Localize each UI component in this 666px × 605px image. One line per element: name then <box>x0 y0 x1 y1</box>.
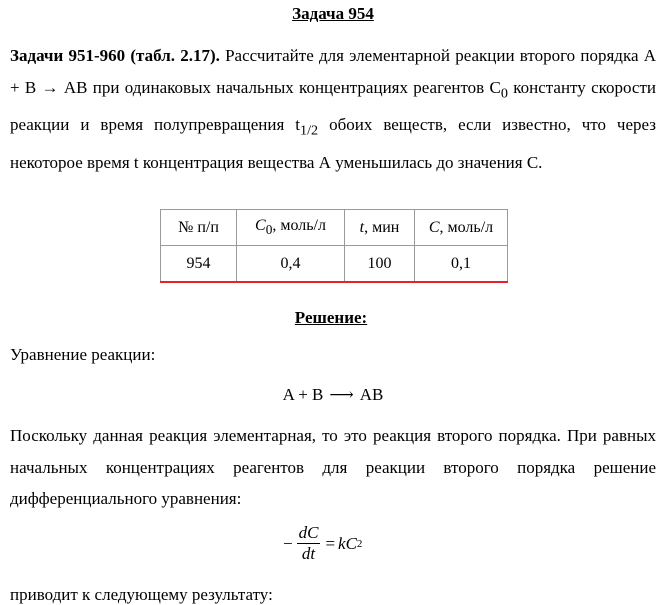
header-c0: $C_0$, моль/л <box>237 210 345 246</box>
reaction-equation <box>0 385 666 405</box>
cell-c: 0,1 <box>415 246 508 283</box>
differential-equation <box>283 523 362 564</box>
subscript-half: 1/2 <box>300 122 319 139</box>
formula-equals: = <box>325 533 336 553</box>
formula-denominator: dt <box>301 544 316 563</box>
table-header-row <box>161 210 508 246</box>
solution-title: Решение: <box>294 308 368 327</box>
problem-text-part1: Рассчитайте для элементарной реакции второго порядка А + В → АВ при одинаковых начальных концентрациях реагентов С <box>10 46 656 97</box>
cell-c0: 0,4 <box>237 246 345 283</box>
table-row <box>161 246 508 283</box>
data-table <box>160 209 508 283</box>
formula-rhs: kC <box>338 533 357 553</box>
header-c: C, моль/л <box>415 210 508 246</box>
reaction-left: A + B <box>282 385 324 404</box>
reaction-equation-label: Уравнение реакции: <box>10 345 156 364</box>
problem-statement <box>10 40 656 179</box>
problem-reference: Задачи 951-960 (табл. 2.17). <box>10 46 220 65</box>
formula-fraction <box>297 523 321 564</box>
formula-numerator: dC <box>298 523 319 542</box>
cell-time: 100 <box>345 246 415 283</box>
reaction-arrow: ⟶ <box>329 385 354 404</box>
second-order-paragraph: Поскольку данная реакция элементарная, то это реакция второго порядка. При равных начальных концентрациях реагентов для реакции второго порядка решение дифференциального уравнения: <box>10 426 656 508</box>
problem-text-part3: обоих веществ, если известно, что через некоторое время t концентрация вещества А уменьшилась до значения С. <box>10 115 656 173</box>
cutoff-text: приводит к следующему результату: <box>10 585 273 604</box>
reaction-right: AB <box>359 385 384 404</box>
formula-minus: − <box>283 533 293 553</box>
header-number: № п/п <box>161 210 237 246</box>
subscript-zero: 0 <box>500 84 508 101</box>
header-time: t, мин <box>345 210 415 246</box>
problem-text-part2: константу скорости реакции и время полупревращения t <box>10 77 657 135</box>
task-title: Задача 954 <box>292 4 374 23</box>
cell-number: 954 <box>161 246 237 283</box>
formula-power: 2 <box>356 537 363 550</box>
